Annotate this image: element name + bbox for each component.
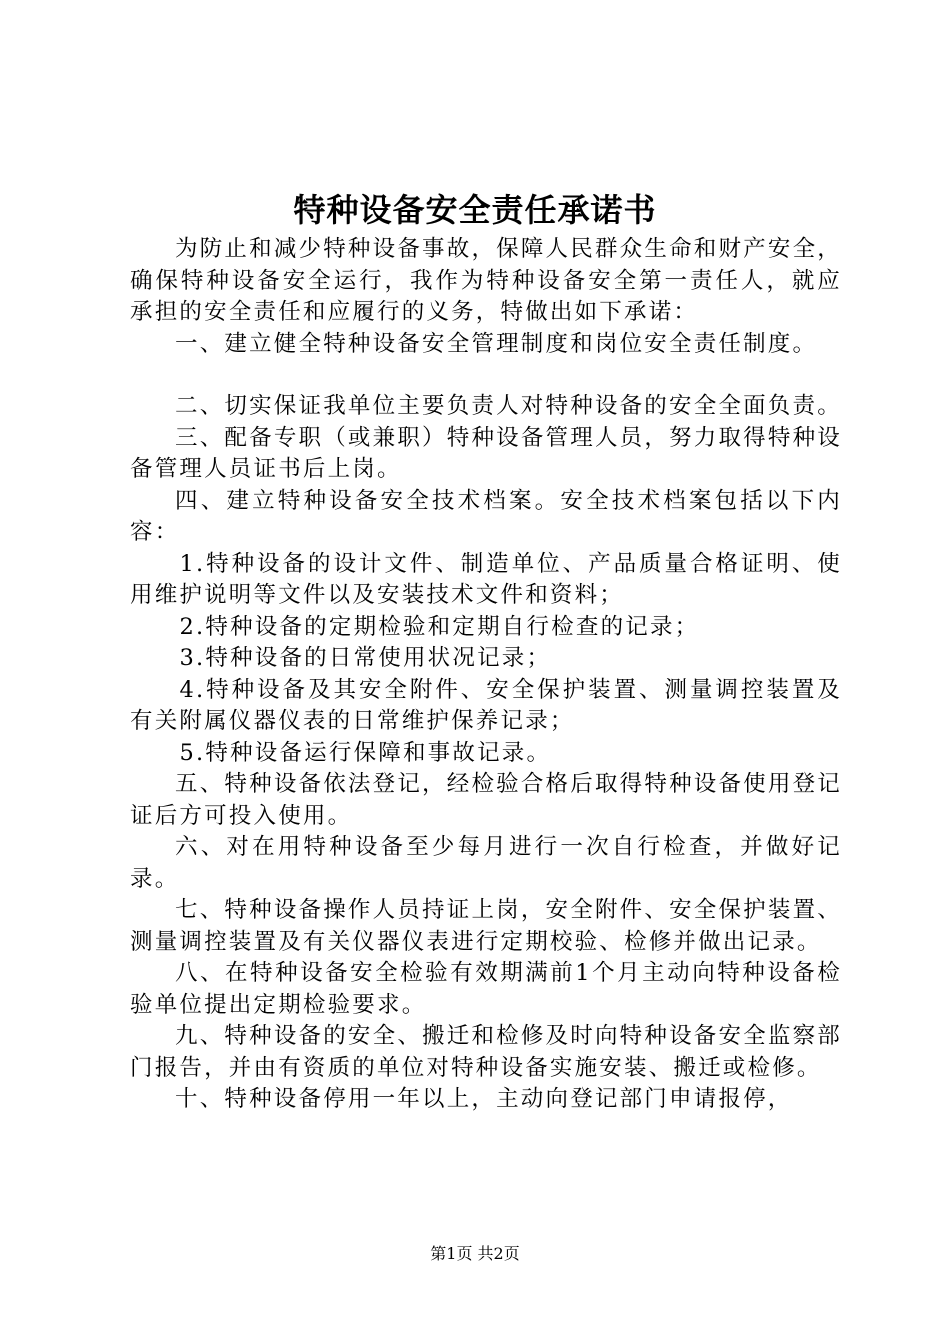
commitment-item-9: 九、特种设备的安全、搬迁和检修及时向特种设备安全监察部门报告，并由有资质的单位对特种设备实施安装、搬迁或检修。 (130, 1023, 842, 1081)
commitment-item-6: 六、对在用特种设备至少每月进行一次自行检查，并做好记录。 (130, 834, 842, 892)
archive-subitem-2: 2.特种设备的定期检验和定期自行检查的记录； (179, 613, 700, 640)
commitment-item-4: 四、建立特种设备安全技术档案。安全技术档案包括以下内容： (130, 487, 842, 545)
archive-subitem-4: 4.特种设备及其安全附件、安全保护装置、测量调控装置及有关附属仪器仪表的日常维护保养记录； (130, 676, 842, 734)
commitment-item-7: 七、特种设备操作人员持证上岗，安全附件、安全保护装置、测量调控装置及有关仪器仪表进行定期校验、检修并做出记录。 (130, 897, 842, 955)
page-footer: 第1页 共2页 (430, 1244, 520, 1263)
archive-subitem-3: 3.特种设备的日常使用状况记录； (179, 645, 552, 671)
archive-subitem-1: 1.特种设备的设计文件、制造单位、产品质量合格证明、使用维护说明等文件以及安装技术文件和资料； (130, 550, 842, 608)
commitment-item-8: 八、在特种设备安全检验有效期满前1个月主动向特种设备检验单位提出定期检验要求。 (130, 960, 842, 1018)
commitment-item-3: 三、配备专职（或兼职）特种设备管理人员，努力取得特种设备管理人员证书后上岗。 (130, 424, 842, 482)
commitment-item-5: 五、特种设备依法登记，经检验合格后取得特种设备使用登记证后方可投入使用。 (130, 771, 842, 829)
archive-subitem-5: 5.特种设备运行保障和事故记录。 (179, 739, 552, 766)
intro-paragraph: 为防止和减少特种设备事故，保障人民群众生命和财产安全，确保特种设备安全运行，我作为特种设备安全第一责任人，就应承担的安全责任和应履行的义务，特做出如下承诺： (130, 236, 842, 325)
commitment-item-10: 十、特种设备停用一年以上，主动向登记部门申请报停， (175, 1086, 793, 1112)
commitment-item-1: 一、建立健全特种设备安全管理制度和岗位安全责任制度。 (175, 330, 818, 357)
document-body (130, 234, 842, 1116)
commitment-item-2: 二、切实保证我单位主要负责人对特种设备的安全全面负责。 (175, 393, 842, 419)
document-title: 特种设备安全责任承诺书 (293, 191, 657, 229)
